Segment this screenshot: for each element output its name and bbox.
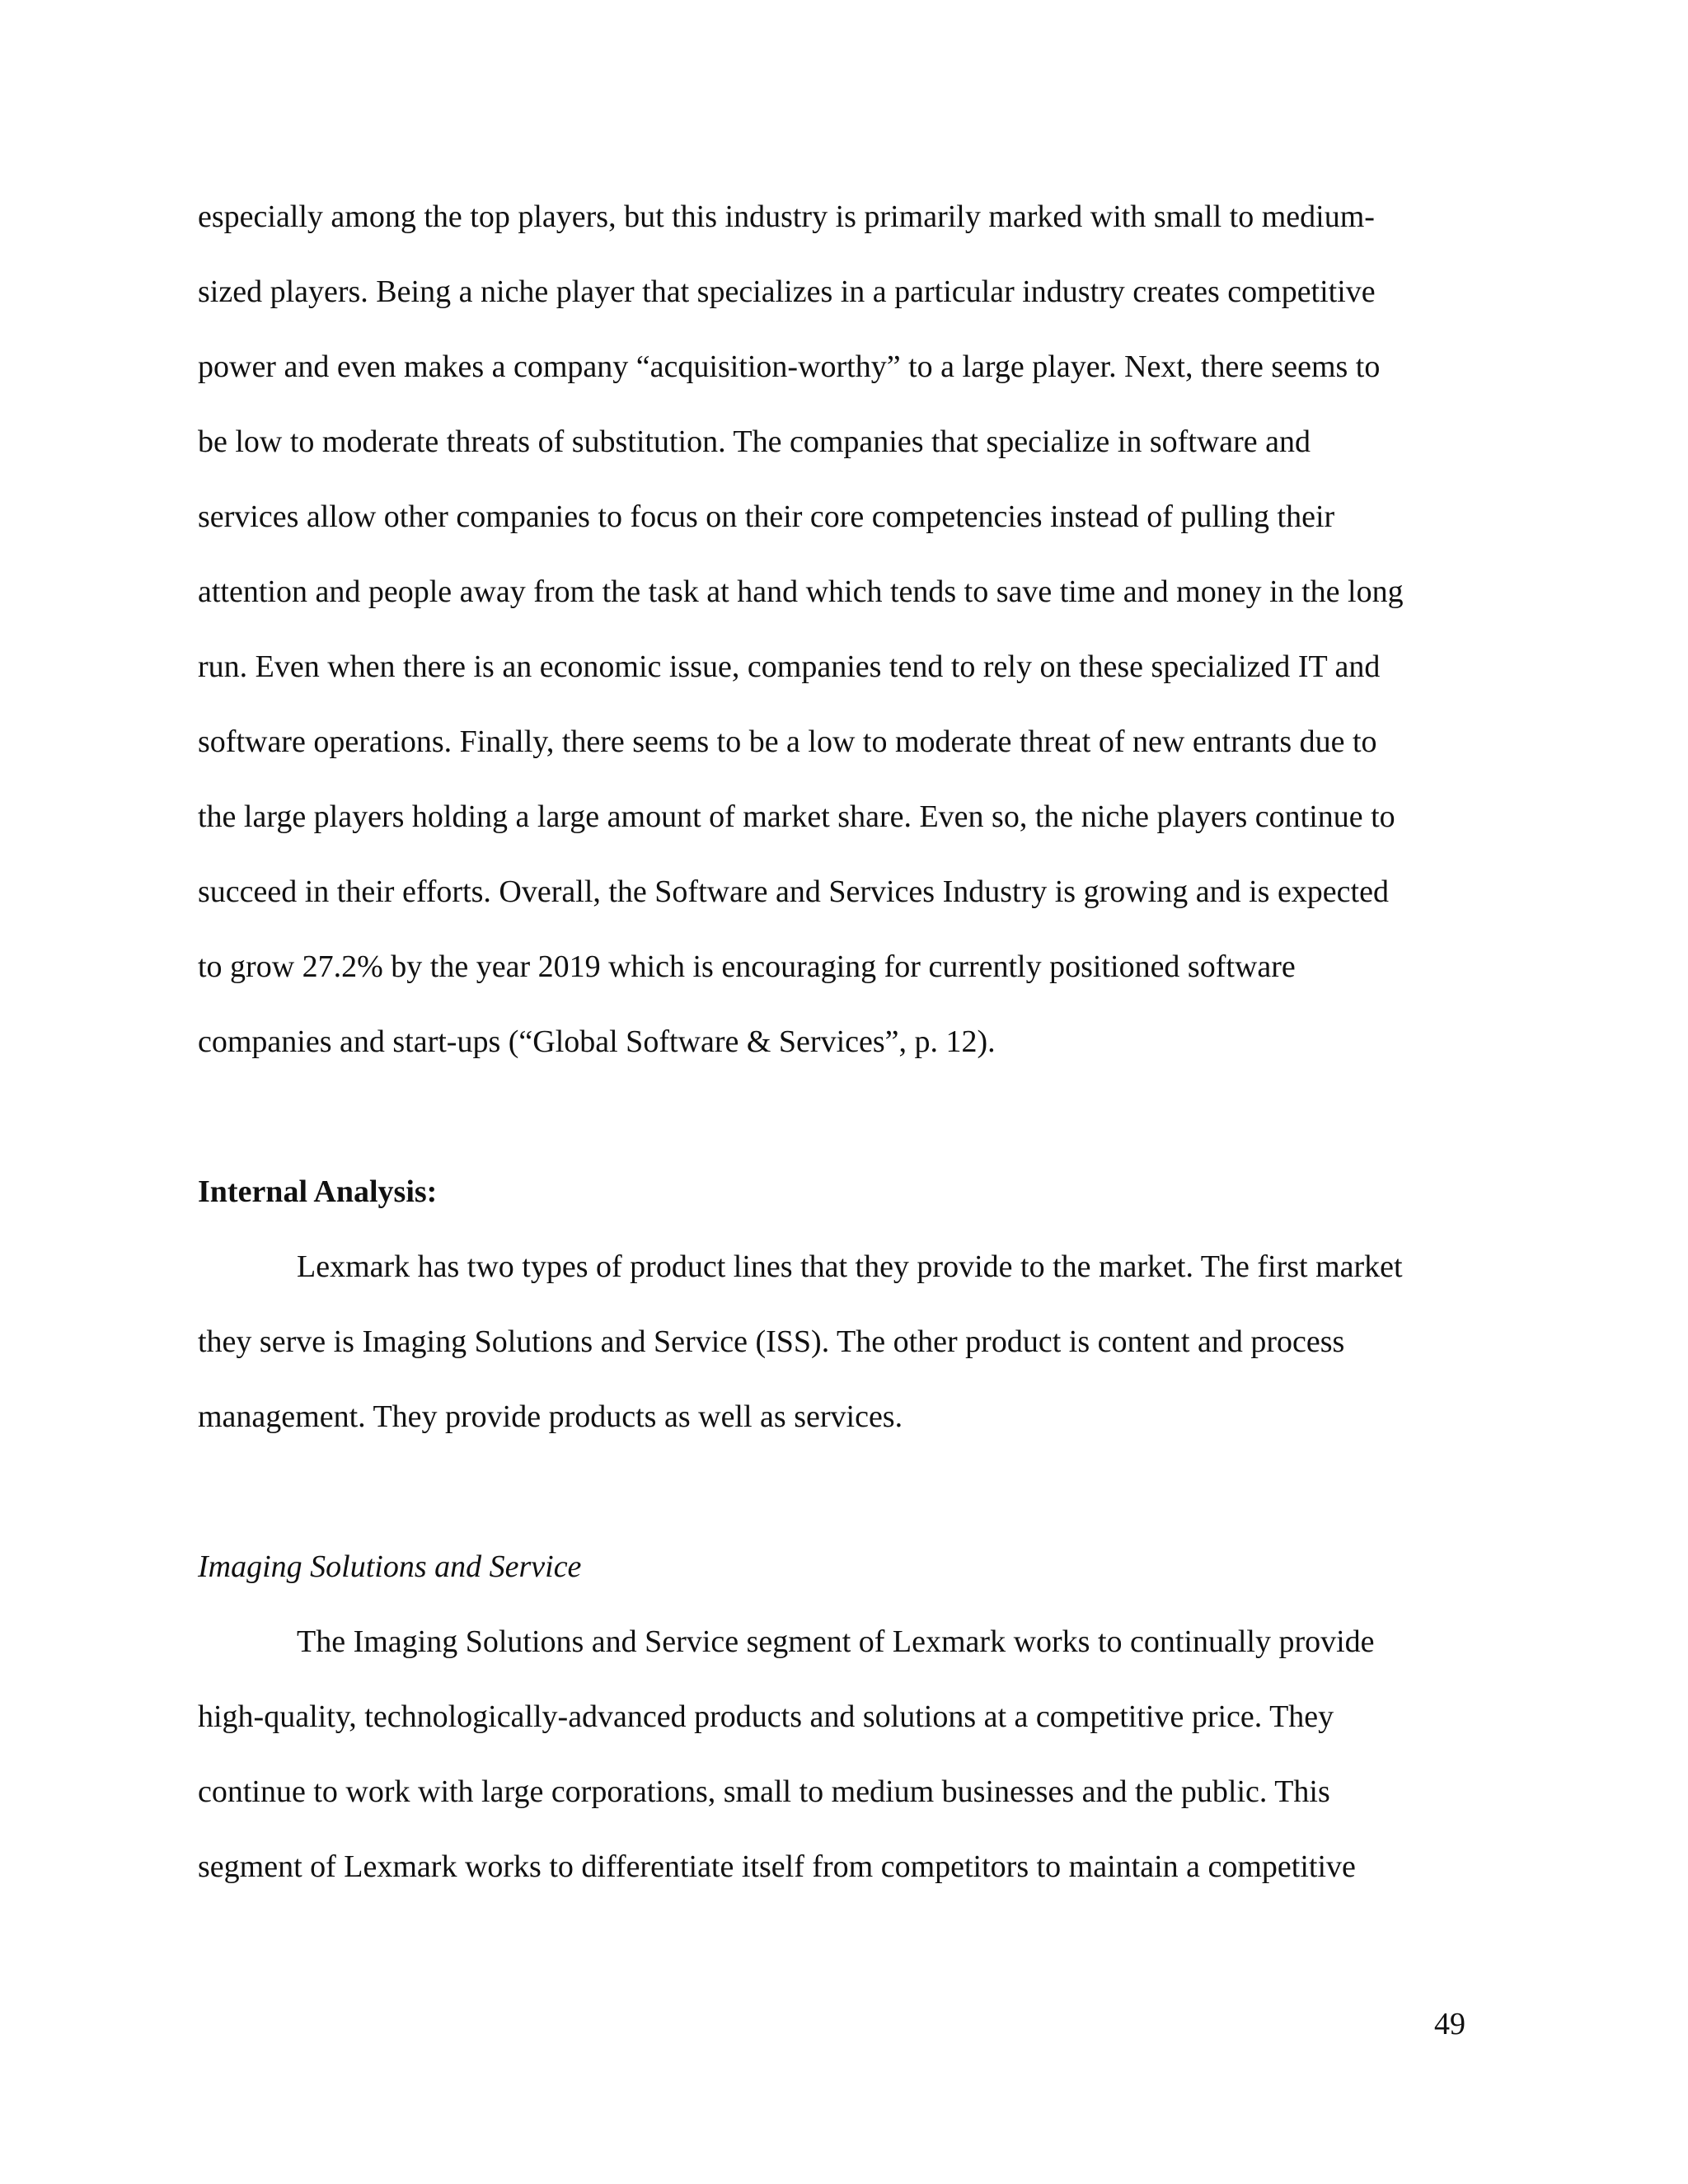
body-text-line: management. They provide products as well as services.	[198, 1399, 903, 1434]
body-text-line: they serve is Imaging Solutions and Service (ISS). The other product is content and process	[198, 1324, 1345, 1359]
body-text-line: succeed in their efforts. Overall, the Software and Services Industry is growing and is expected	[198, 874, 1389, 909]
subsection-heading-imaging-solutions: Imaging Solutions and Service	[198, 1549, 582, 1584]
body-text-line: The Imaging Solutions and Service segment of Lexmark works to continually provide	[297, 1624, 1375, 1659]
body-text-line: run. Even when there is an economic issue, companies tend to rely on these specialized IT and	[198, 649, 1381, 684]
body-text-line: attention and people away from the task at hand which tends to save time and money in the long	[198, 574, 1404, 609]
page-number: 49	[1434, 2007, 1465, 2041]
body-text-line: power and even makes a company “acquisition-worthy” to a large player. Next, there seems to	[198, 349, 1381, 384]
body-text-line: the large players holding a large amount of market share. Even so, the niche players continue to	[198, 799, 1395, 834]
body-text-line: sized players. Being a niche player that specializes in a particular industry creates competitive	[198, 274, 1376, 309]
body-text-line: companies and start-ups (“Global Software & Services”, p. 12).	[198, 1024, 996, 1059]
body-text-line: continue to work with large corporations, small to medium businesses and the public. This	[198, 1774, 1330, 1809]
body-text-line: high-quality, technologically-advanced products and solutions at a competitive price. They	[198, 1699, 1334, 1734]
section-heading-internal-analysis: Internal Analysis:	[198, 1174, 438, 1209]
body-text-line: especially among the top players, but this industry is primarily marked with small to medium-	[198, 199, 1375, 234]
body-text-line: Lexmark has two types of product lines that they provide to the market. The first market	[297, 1249, 1403, 1284]
body-text-line: segment of Lexmark works to differentiate itself from competitors to maintain a competitive	[198, 1849, 1356, 1884]
body-text-line: services allow other companies to focus on their core competencies instead of pulling their	[198, 499, 1335, 534]
body-text-line: be low to moderate threats of substitution. The companies that specialize in software and	[198, 424, 1311, 459]
body-text-line: software operations. Finally, there seems to be a low to moderate threat of new entrants due to	[198, 724, 1377, 759]
body-text-line: to grow 27.2% by the year 2019 which is encouraging for currently positioned software	[198, 949, 1296, 984]
